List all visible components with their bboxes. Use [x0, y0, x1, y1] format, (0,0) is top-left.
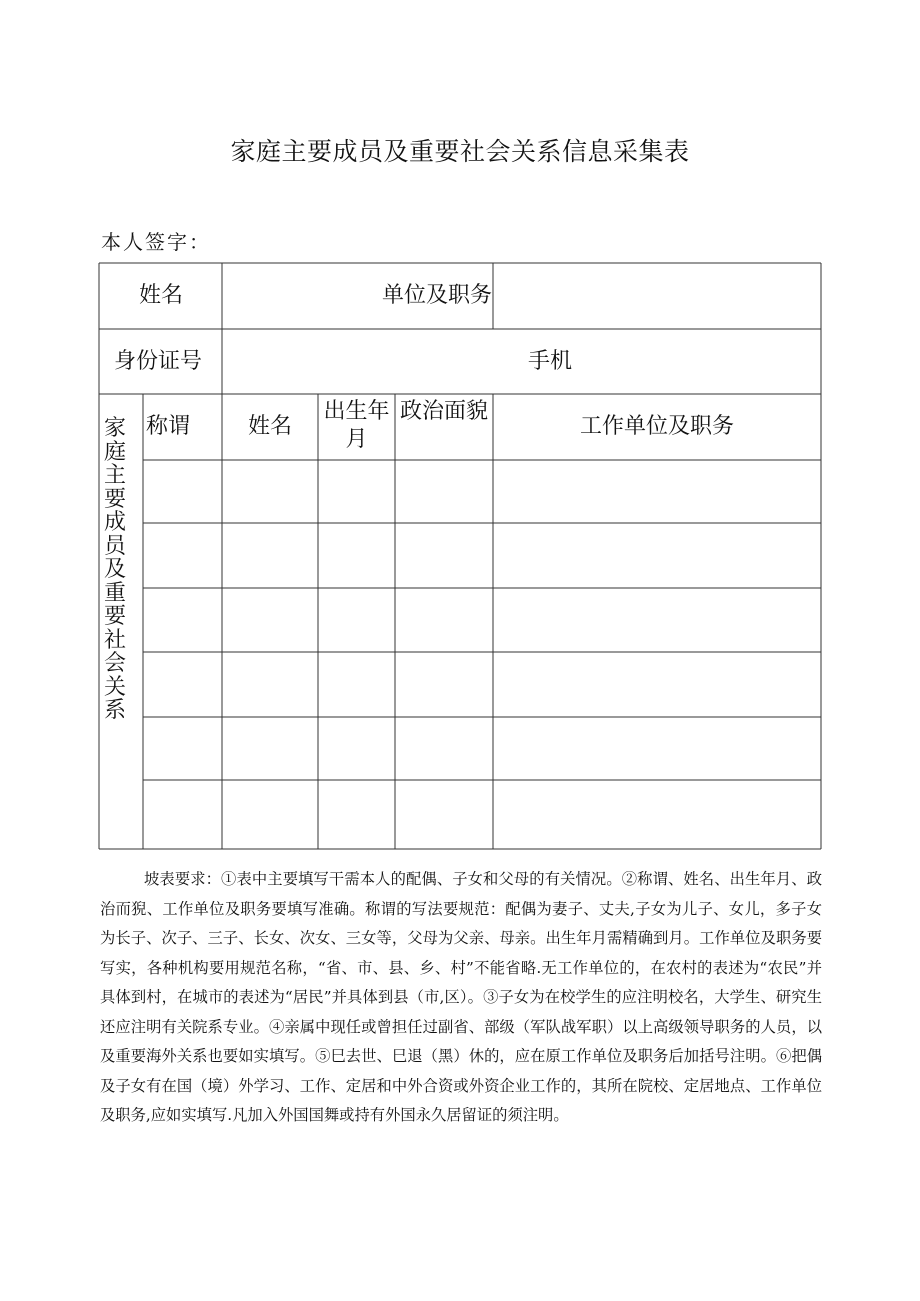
relation-cell[interactable]: [144, 781, 221, 848]
birth-cell[interactable]: [319, 461, 394, 522]
political-cell[interactable]: [396, 589, 492, 651]
work-cell[interactable]: [494, 524, 820, 587]
political-cell[interactable]: [396, 781, 492, 848]
relation-cell[interactable]: [144, 718, 221, 779]
political-cell[interactable]: [396, 524, 492, 587]
political-cell[interactable]: [396, 718, 492, 779]
column-header-relation: 称谓: [146, 414, 191, 439]
birth-cell[interactable]: [319, 718, 394, 779]
relation-cell[interactable]: [144, 653, 221, 716]
unit-position-label: 单位及职务: [381, 283, 492, 308]
signature-label: 本人签字：: [101, 230, 211, 254]
family-section-label: 家庭主要成员及重要社会关系: [103, 416, 126, 723]
unit-position-input[interactable]: [494, 264, 820, 328]
name-input[interactable]: [223, 264, 353, 328]
filling-instructions: 坡表要求：①表中主要填写干需本人的配偶、子女和父母的有关情况。②称谓、姓名、出生年月、政治而猊、工作单位及职务要填写准确。称谓的写法要规范：配偶为妻子、丈夫,子女为儿子、女儿，多子女为长子、次子、三子、长女、次女、三女等，父母为父亲、母亲。出生年月需精确到月。工作单位及职务要写实，各种机构要用规范名称，“省、市、县、乡、村”不能省略.无工作单位的，在农村的表述为“农民”并具体到村，在城市的表述为“居民”并具体到县（市,区）。③子女为在校学生的应注明校名，大学生、研究生还应注明有关院系专业。④亲属中现任或曾担任过副省、部级（军队战军职）以上高级领导职务的人员，以及重要海外关系也要如实填写。⑤巳去世、巳退（黑）休的，应在原工作单位及职务后加括号注明。⑥把偶及子女有在国（境）外学习、工作、定居和中外合资或外资企业工作的，其所在院校、定居地点、工作单位及职务,应如实填写.凡加入外国国舞或持有外国永久居留证的须注明。: [100, 870, 822, 1124]
relation-cell[interactable]: [144, 524, 221, 587]
member-name-cell[interactable]: [223, 781, 317, 848]
column-header-birth: 出生年月: [323, 399, 390, 452]
member-name-cell[interactable]: [223, 461, 317, 522]
birth-cell[interactable]: [319, 653, 394, 716]
birth-cell[interactable]: [319, 781, 394, 848]
phone-label: 手机: [528, 349, 573, 374]
column-header-name: 姓名: [247, 414, 292, 439]
phone-input[interactable]: [590, 330, 820, 393]
birth-cell[interactable]: [319, 524, 394, 587]
member-name-cell[interactable]: [223, 653, 317, 716]
column-header-political: 政治面貌: [399, 399, 488, 424]
relation-cell[interactable]: [144, 589, 221, 651]
political-cell[interactable]: [396, 461, 492, 522]
work-cell[interactable]: [494, 461, 820, 522]
relation-cell[interactable]: [144, 461, 221, 522]
work-cell[interactable]: [494, 589, 820, 651]
member-name-cell[interactable]: [223, 589, 317, 651]
name-label: 姓名: [138, 283, 183, 308]
work-cell[interactable]: [494, 781, 820, 848]
birth-cell[interactable]: [319, 589, 394, 651]
id-number-label: 身份证号: [114, 349, 203, 374]
political-cell[interactable]: [396, 653, 492, 716]
member-name-cell[interactable]: [223, 718, 317, 779]
work-cell[interactable]: [494, 653, 820, 716]
page-title: 家庭主要成员及重要社会关系信息采集表: [230, 137, 690, 166]
work-cell[interactable]: [494, 718, 820, 779]
id-number-input[interactable]: [223, 330, 513, 393]
member-name-cell[interactable]: [223, 524, 317, 587]
column-header-work: 工作单位及职务: [579, 414, 734, 439]
